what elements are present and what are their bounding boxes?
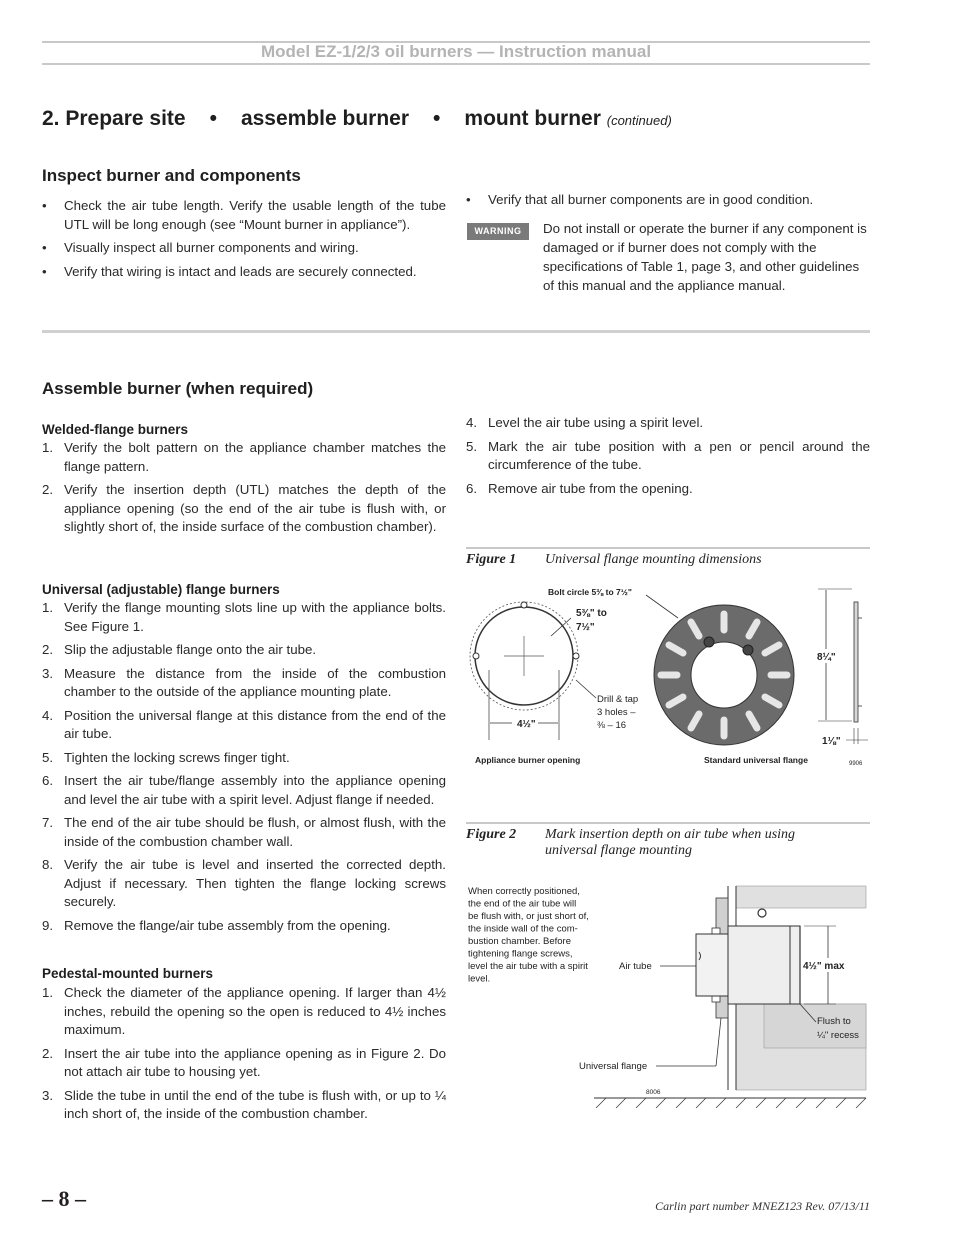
page-number: – 8 – [42,1186,86,1211]
figure2-label: Figure 2 [466,827,517,842]
list-item: 3. Slide the tube in until the end of the tube is flush with, or up to ¼ inch short of, the inside of the combustion chamber. [42,1087,446,1121]
list-item: 5. Mark the air tube position with a pen or pencil around the circumference of the tube. [466,438,870,472]
drill-note-line2: 3 holes – [597,707,636,718]
bolt-hole [521,602,527,608]
opening-width-dim: 4½" [517,719,536,730]
section-title-mount: mount burner [464,107,601,130]
inspect-heading: Inspect burner and components [42,166,301,185]
figure2-description-line2: universal flange mounting [545,843,692,858]
flange-side-profile [854,602,858,722]
figure1-drawing [466,580,870,775]
bolt-range-bottom: 7½" [576,622,595,633]
welded-heading: Welded-flange burners [42,422,189,437]
bolt-hole [473,653,479,659]
list-item: 9. Remove the flange/air tube assembly from the opening. [42,917,391,933]
title-bullet: • [209,107,217,130]
list-item: 1. Check the diameter of the appliance opening. If larger than 4½ inches, rebuild the opening so the open is reduced to 4½ inches maximum. [42,985,446,1037]
universal-heading: Universal (adjustable) flange burners [42,582,280,597]
pedestal-list [42,984,446,1129]
figure1-rule [466,547,870,549]
section-title [42,107,672,131]
leader-line [576,680,596,698]
warning-badge: WARNING [467,223,529,240]
continued-note: (continued) [606,113,672,128]
list-item: • Verify that all burner components are in good condition. [466,191,870,210]
list-item: • Check the air tube length. Verify the usable length of the tube UTL will be long enough (see “Mount burner in appliance”). [42,197,446,234]
list-item: • Verify that wiring is intact and leads are securely connected. [42,263,446,282]
figure2-description-line1: Mark insertion depth on air tube when using [545,827,796,842]
air-tube-in-wall [728,926,800,1004]
figure2-drawing [466,880,870,1115]
figure2-code: 8006 [646,1089,661,1096]
figure1-label: Figure 1 [466,552,517,567]
positioning-note: When correctly positioned, the end of the air tube will be flush with, or just short of, the inside wall of the com- bustion chamber. Before tightening flange screws, level the air tube with a spirit level. [468,886,589,985]
list-item: 4. Level the air tube using a spirit level. [466,415,704,430]
leader-line [646,595,678,618]
pedestal-heading: Pedestal-mounted burners [42,966,214,981]
max-insertion-dim: 4½" max [803,961,845,972]
title-bullet: • [433,107,441,130]
locking-screw [743,645,753,655]
list-item: 1. Verify the bolt pattern on the appliance chamber matches the flange pattern. [42,440,446,474]
flush-label-line2: ¼" recess [817,1030,859,1041]
list-item: 7. The end of the air tube should be flush, or almost flush, with the inside of the combustion chamber wall. [42,815,446,849]
part-number: Carlin part number MNEZ123 Rev. 07/13/11 [655,1199,870,1213]
assemble-heading: Assemble burner (when required) [42,379,314,398]
ground-hatch [596,1098,866,1108]
list-item: 2. Verify the insertion depth (UTL) matches the depth of the appliance opening (so the end of the air tube is flush with, or slightly short of, the inside surface of the combustion chamber). [42,482,446,534]
universal-list [42,599,446,940]
leader-line [716,1018,721,1066]
list-item: 5. Tighten the locking screws finger tight. [42,749,290,765]
list-item: 8. Verify the air tube is level and inserted the corrected depth. Adjust if necessary. Then tighten the flange locking screws securely. [42,857,446,909]
bolt-circle-label: Bolt circle 5⅜ to 7½" [548,587,632,597]
section-title-prepare: 2. Prepare site [42,107,186,130]
universal-flange-label: Universal flange [579,1061,648,1072]
warning-text: Do not install or operate the burner if any component is damaged or if burner does not comply with the specifications of Table 1, page 3, and other guidelines of this manual and the appliance manual. [543,221,867,293]
universal-flange-label: Standard universal flange [704,755,808,765]
section-divider [42,330,870,333]
assemble-right-list [466,414,870,503]
drill-note-line1: Drill & tap [597,694,639,705]
header-rule-bottom [42,63,870,65]
bolt-range-top: 5⅜" to [576,608,607,619]
list-item: 6. Remove air tube from the opening. [466,480,693,496]
figure2-rule [466,822,870,824]
list-item: 6. Insert the air tube/flange assembly into the appliance opening and level the air tube with a spirit level. Adjust flange if needed. [42,773,446,807]
manual-header-title: Model EZ-1/2/3 oil burners — Instruction manual [260,42,652,61]
flush-label-line1: Flush to [817,1016,851,1027]
inspect-left-list [42,197,446,286]
bolt-hole [573,653,579,659]
appliance-opening-label: Appliance burner opening [475,755,581,765]
air-tube-label: Air tube [619,961,652,972]
locking-screw [704,637,714,647]
list-item: 2. Insert the air tube into the appliance opening as in Figure 2. Do not attach air tube to housing yet. [42,1045,446,1079]
figure1-code: 9906 [849,761,863,767]
figure1-description: Universal flange mounting dimensions [545,552,762,567]
inspect-right-list [466,191,870,215]
list-item: 1. Verify the flange mounting slots line up with the appliance bolts. See Figure 1. [42,600,446,634]
list-item: • Visually inspect all burner components and wiring. [42,239,446,258]
section-title-assemble: assemble burner [240,107,410,130]
spirit-level-mark [758,909,766,917]
list-item: 2. Slip the adjustable flange onto the air tube. [42,642,317,657]
welded-list [42,439,446,542]
list-item: 4. Position the universal flange at this distance from the end of the air tube. [42,707,446,741]
combustion-wall-top [736,886,866,908]
flange-height-dim: 8¼" [817,652,836,663]
list-item: 3. Measure the distance from the inside of the combustion chamber to the outside of the appliance mounting plate. [42,665,446,699]
drill-note-line3: ⅜ – 16 [597,720,627,731]
flange-thickness-dim: 1⅛" [822,736,841,747]
